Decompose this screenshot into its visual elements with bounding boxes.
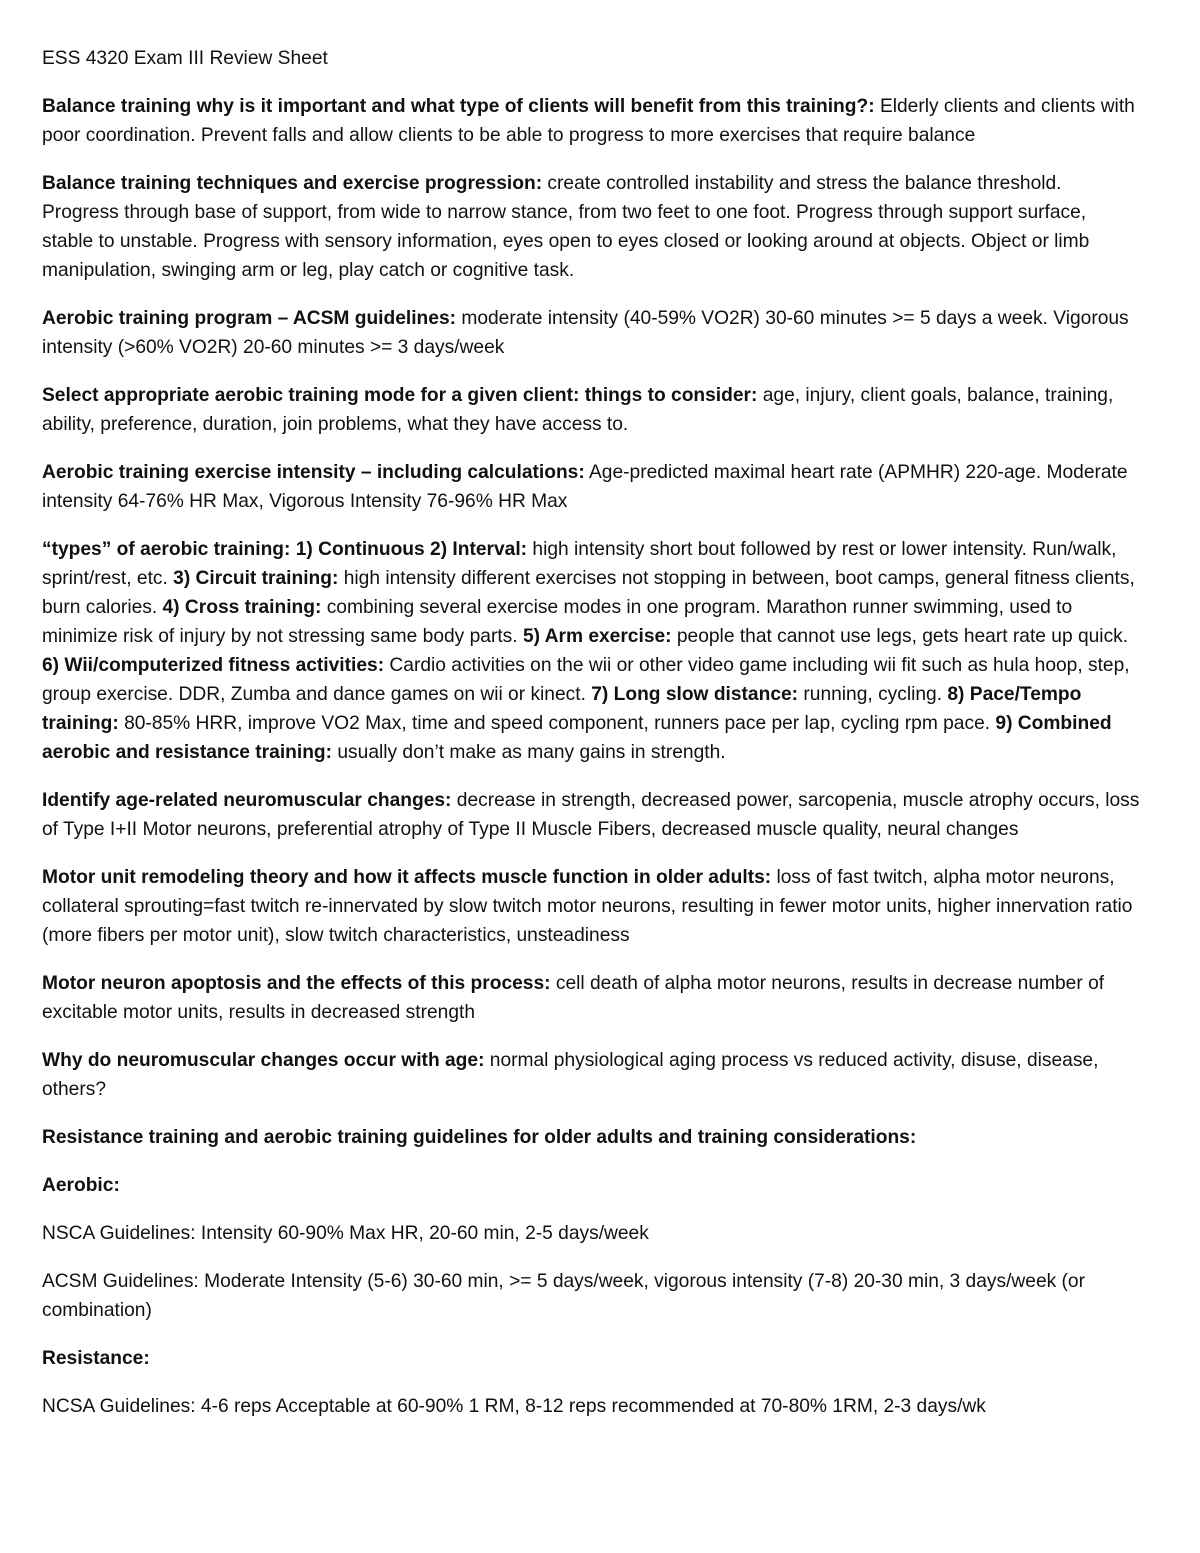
paragraph-text: Cardio activities on the wii or other video game including wii fit such as hula hoop, step, group exercise. DDR, Zumba and dance games on wii or kinect. xyxy=(42,655,1130,705)
paragraph-aerobic-heading xyxy=(42,1171,1140,1200)
paragraph-heading: Resistance training and aerobic training guidelines for older adults and training considerations: xyxy=(42,1127,917,1148)
paragraph-resistance-heading xyxy=(42,1344,1140,1373)
paragraph-nsca-guidelines xyxy=(42,1219,1140,1248)
paragraph-ncsa-guidelines xyxy=(42,1392,1140,1421)
paragraph-heading: 4) Cross training: xyxy=(162,597,322,618)
paragraph-balance-importance xyxy=(42,92,1140,150)
paragraph-text: high intensity different exercises not stopping in between, boot camps, general fitness clients, burn calories. xyxy=(42,568,1135,618)
paragraph-text: people that cannot use legs, gets heart rate up quick. xyxy=(671,626,1129,647)
paragraph-motor-unit-remodeling xyxy=(42,863,1140,950)
paragraph-heading: Aerobic training exercise intensity – including calculations: xyxy=(42,462,585,483)
paragraph-heading: Motor unit remodeling theory and how it affects muscle function in older adults: xyxy=(42,867,772,888)
paragraph-text: Age-predicted maximal heart rate (APMHR) 220-age. Moderate intensity 64-76% HR Max, Vigorous Intensity 76-96% HR Max xyxy=(42,462,1128,512)
paragraph-text: cell death of alpha motor neurons, results in decrease number of excitable motor units, results in decreased strength xyxy=(42,973,1105,1023)
paragraph-heading: 6) Wii/computerized fitness activities: xyxy=(42,655,385,676)
paragraph-balance-techniques xyxy=(42,169,1140,285)
paragraph-text: moderate intensity (40-59% VO2R) 30-60 minutes >= 5 days a week. Vigorous intensity (>60% VO2R) 20-60 minutes >= 3 days/week xyxy=(42,308,1129,358)
paragraph-heading: Balance training why is it important and what type of clients will benefit from this training?: xyxy=(42,96,875,117)
paragraph-heading: Balance training techniques and exercise progression: xyxy=(42,173,543,194)
paragraph-text: loss of fast twitch, alpha motor neurons, collateral sprouting=fast twitch re-innervated by slow twitch motor neurons, resulting in fewer motor units, higher innervation ratio (more fibers per motor unit), slow twitch characteristics, unsteadiness xyxy=(42,867,1133,946)
paragraph-text: high intensity short bout followed by rest or lower intensity. Run/walk, sprint/rest, etc. xyxy=(42,539,1117,589)
paragraph-text: ACSM Guidelines: Moderate Intensity (5-6) 30-60 min, >= 5 days/week, vigorous intensity (7-8) 20-30 min, 3 days/week (or combination) xyxy=(42,1271,1085,1321)
paragraph-text: 80-85% HRR, improve VO2 Max, time and speed component, runners pace per lap, cycling rpm pace. xyxy=(118,713,996,734)
paragraph-heading: Motor neuron apoptosis and the effects of this process: xyxy=(42,973,551,994)
paragraph-motor-neuron-apoptosis xyxy=(42,969,1140,1027)
paragraph-text: age, injury, client goals, balance, training, ability, preference, duration, join problems, what they have access to. xyxy=(42,385,1114,435)
paragraph-text: combining several exercise modes in one program. Marathon runner swimming, used to minimize risk of injury by not stressing same body parts. xyxy=(42,597,1073,647)
paragraph-older-adult-guidelines xyxy=(42,1123,1140,1152)
paragraph-text: NCSA Guidelines: 4-6 reps Acceptable at 60-90% 1 RM, 8-12 reps recommended at 70-80% 1RM, 2-3 days/wk xyxy=(42,1396,986,1417)
paragraph-text: normal physiological aging process vs reduced activity, disuse, disease, others? xyxy=(42,1050,1099,1100)
paragraph-heading: Identify age-related neuromuscular changes: xyxy=(42,790,452,811)
document-title: ESS 4320 Exam III Review Sheet xyxy=(42,48,328,69)
paragraph-heading: Resistance: xyxy=(42,1348,150,1369)
paragraph-text: usually don’t make as many gains in strength. xyxy=(332,742,726,763)
paragraph-heading: 8) Pace/Tempo training: xyxy=(42,684,1082,734)
paragraph-heading: Select appropriate aerobic training mode for a given client: things to consider: xyxy=(42,385,758,406)
paragraph-acsm-guidelines xyxy=(42,1267,1140,1325)
paragraph-text: decrease in strength, decreased power, sarcopenia, muscle atrophy occurs, loss of Type I+II Motor neurons, preferential atrophy of Type II Muscle Fibers, decreased muscle quality, neural changes xyxy=(42,790,1140,840)
paragraph-heading: 7) Long slow distance: xyxy=(591,684,799,705)
paragraph-text: create controlled instability and stress the balance threshold. Progress through base of support, from wide to narrow stance, from two feet to one foot. Progress through support surface, stable to unstable. Progress with sensory information, eyes open to eyes closed or looking around at objects. Object or limb manipulation, swinging arm or leg, play catch or cognitive task. xyxy=(42,173,1090,281)
paragraph-why-changes xyxy=(42,1046,1140,1104)
paragraph-text: running, cycling. xyxy=(798,684,948,705)
paragraph-heading: 9) Combined aerobic and resistance training: xyxy=(42,713,1112,763)
paragraph-text: Elderly clients and clients with poor coordination. Prevent falls and allow clients to be able to progress to more exercises that require balance xyxy=(42,96,1135,146)
paragraph-text: NSCA Guidelines: Intensity 60-90% Max HR, 20-60 min, 2-5 days/week xyxy=(42,1223,649,1244)
paragraph-heading: Aerobic training program – ACSM guidelines: xyxy=(42,308,457,329)
paragraph-heading: 5) Arm exercise: xyxy=(522,626,672,647)
paragraph-aerobic-intensity xyxy=(42,458,1140,516)
paragraph-aerobic-mode xyxy=(42,381,1140,439)
paragraph-aerobic-types xyxy=(42,535,1140,767)
paragraph-heading: 3) Circuit training: xyxy=(173,568,339,589)
paragraph-heading: “types” of aerobic training: 1) Continuous 2) Interval: xyxy=(42,539,528,560)
paragraph-aerobic-acsm xyxy=(42,304,1140,362)
paragraph-heading: Why do neuromuscular changes occur with age: xyxy=(42,1050,485,1071)
paragraph-neuromuscular-changes xyxy=(42,786,1140,844)
paragraph-heading: Aerobic: xyxy=(42,1175,120,1196)
